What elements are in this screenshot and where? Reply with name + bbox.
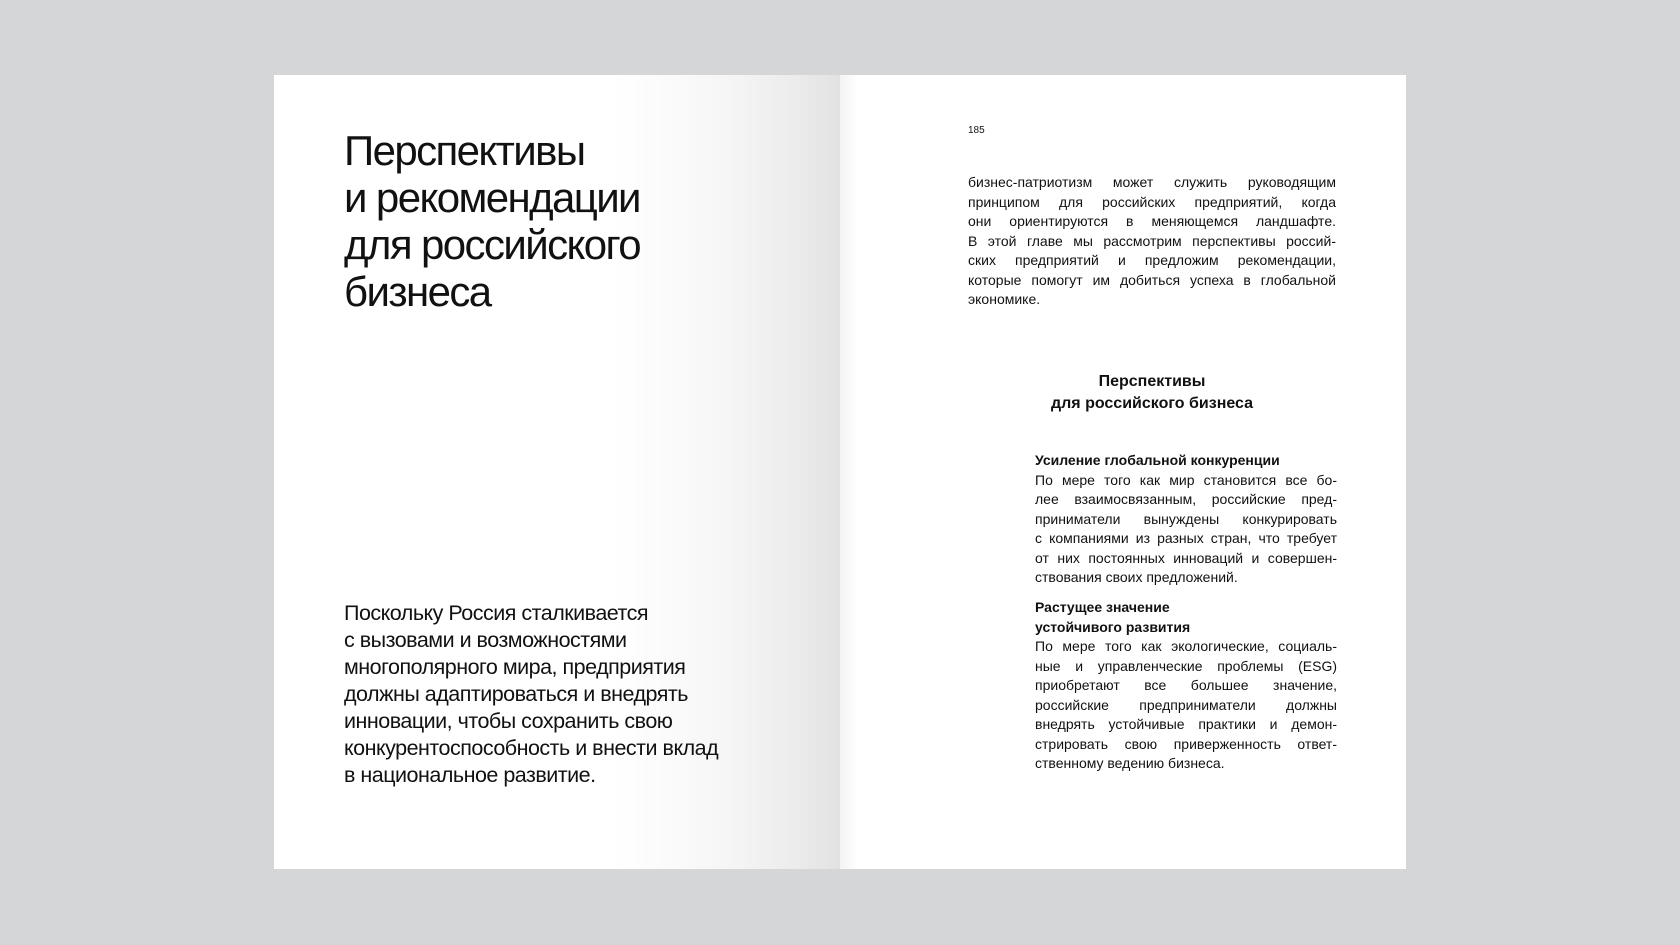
subsection-text — [1035, 471, 1337, 588]
chapter-title-line: для российского — [344, 221, 641, 268]
subsection-heading-line: устойчивого развития — [1035, 618, 1191, 635]
intro-line: ских предприятий и предложим рекомендации, — [968, 252, 1336, 268]
lead-line: с вызовами и возможностями — [344, 628, 627, 652]
intro-line: которые помогут им добиться успеха в глобальной — [968, 271, 1336, 288]
subsection-text-line: ные и управленческие проблемы (ESG) — [1035, 657, 1337, 674]
chapter-title-line: Перспективы — [344, 127, 585, 174]
section-heading — [968, 371, 1336, 415]
intro-line: бизнес-патриотизм может служить руководящим — [968, 174, 1336, 190]
lead-line: конкурентоспособность и внести вклад — [344, 736, 719, 760]
book-spread — [274, 75, 1406, 869]
section-heading-line: для российского бизнеса — [1050, 395, 1254, 412]
subsection-text-line: ственному ведению бизнеса. — [1035, 755, 1225, 771]
intro-line: принципом для российских предприятий, когда — [968, 193, 1336, 210]
lead-line: в национальное развитие. — [344, 763, 596, 787]
chapter-title — [344, 127, 640, 315]
subsection-text-line: внедрять устойчивые практики и демон- — [1035, 716, 1337, 732]
left-page — [274, 75, 840, 869]
lead-line: должны адаптироваться и внедрять — [344, 682, 688, 706]
lead-line: многополярного мира, предприятия — [344, 655, 686, 679]
subsection-text-line: от них постоянных инноваций и совершен- — [1035, 549, 1337, 566]
subsection-heading-line: Растущее значение — [1035, 599, 1170, 615]
intro-line: В этой главе мы рассмотрим перспективы россий- — [968, 232, 1336, 249]
subsection-text-line: По мере того как экологические, социаль- — [1035, 638, 1337, 654]
subsection-text-line: По мере того как мир становится все бо- — [1035, 471, 1337, 488]
chapter-title-line: бизнеса — [344, 268, 491, 315]
subsection-heading — [1035, 451, 1337, 471]
intro-line: экономике. — [968, 291, 1041, 307]
subsection-text-line: приниматели вынуждены конкурировать — [1035, 510, 1337, 527]
subsection-global-competition — [1035, 451, 1337, 588]
subsection-text-line: стрировать свою приверженность ответ- — [1035, 735, 1337, 752]
subsection-text-line: с компаниями из разных стран, что требует — [1035, 530, 1337, 546]
subsection-text — [1035, 637, 1337, 774]
chapter-title-line: и рекомендации — [344, 174, 640, 221]
subsection-text-line: приобретают все большее значение, — [1035, 677, 1337, 693]
subsection-text-line: лее взаимосвязанным, российские пред- — [1035, 491, 1337, 507]
intro-paragraph — [968, 173, 1336, 310]
lead-line: инновации, чтобы сохранить свою — [344, 709, 673, 733]
subsection-text-line: российские предприниматели должны — [1035, 696, 1337, 713]
subsection-heading-line: Усиление глобальной конкуренции — [1035, 452, 1280, 468]
page-number: 185 — [968, 125, 985, 136]
subsection-sustainable-development — [1035, 598, 1337, 774]
subsection-heading — [1035, 598, 1337, 637]
lead-paragraph — [344, 600, 718, 789]
lead-line: Поскольку Россия сталкивается — [344, 601, 649, 625]
section-heading-line: Перспективы — [1098, 373, 1206, 390]
subsection-text-line: ствования своих предложений. — [1035, 569, 1238, 585]
right-page — [840, 75, 1406, 869]
intro-line: они ориентируются в меняющемся ландшафте. — [968, 213, 1336, 229]
